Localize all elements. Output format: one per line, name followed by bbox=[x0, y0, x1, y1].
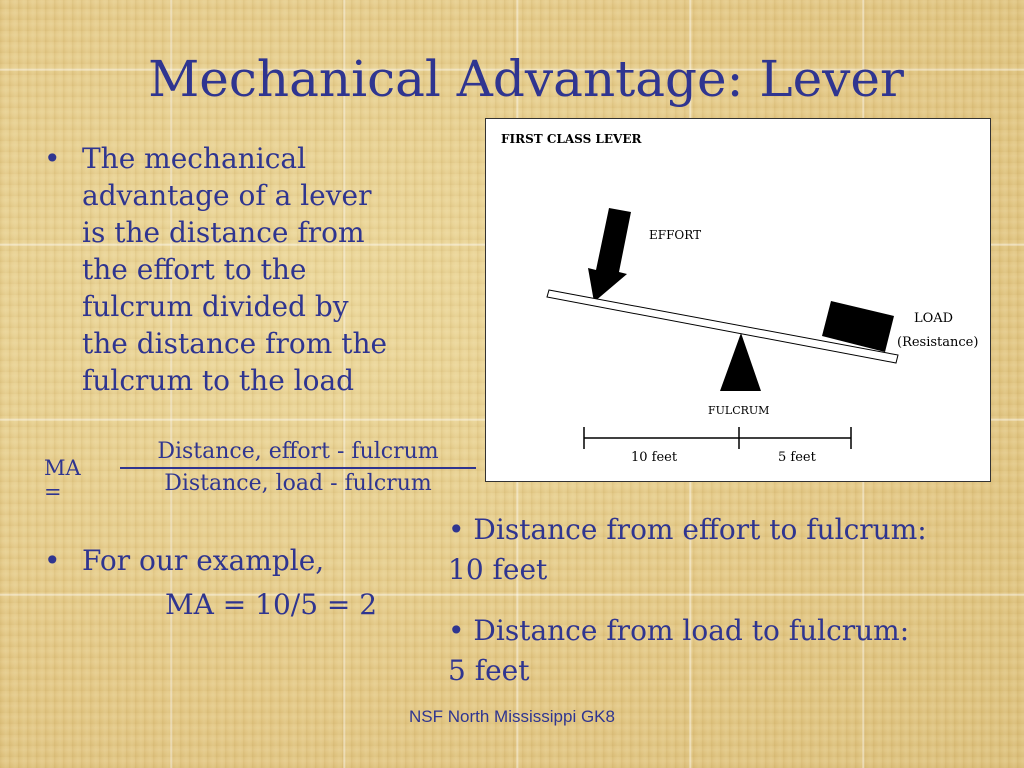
lever-diagram-svg bbox=[486, 119, 990, 481]
lever-diagram bbox=[485, 118, 991, 482]
example-result: MA = 10/5 = 2 bbox=[165, 588, 378, 621]
load-label: LOAD bbox=[914, 311, 954, 326]
distance-list bbox=[448, 510, 1018, 712]
slide-title: Mechanical Advantage: Lever bbox=[148, 50, 904, 108]
example-text: For our example, bbox=[82, 544, 325, 577]
formula-fraction bbox=[120, 438, 476, 498]
effort-distance-item: • Distance from effort to fulcrum: 10 feet bbox=[448, 513, 927, 586]
load-sub-label: (Resistance) bbox=[897, 335, 979, 350]
fulcrum-label: FULCRUM bbox=[708, 404, 770, 417]
footer-credit: NSF North Mississippi GK8 bbox=[409, 707, 615, 726]
example-bullet bbox=[44, 542, 464, 579]
effort-arrow bbox=[588, 208, 631, 302]
bullet-marker: • bbox=[44, 142, 61, 175]
diagram-heading: FIRST CLASS LEVER bbox=[501, 132, 642, 146]
bullet-marker: • bbox=[44, 544, 61, 577]
distance-left-label: 10 feet bbox=[631, 450, 678, 465]
distance-right-label: 5 feet bbox=[778, 450, 816, 465]
definition-bullet bbox=[44, 140, 464, 399]
formula-numerator: Distance, effort - fulcrum bbox=[157, 439, 439, 464]
definition-text: The mechanical advantage of a lever is the distance from the effort to the fulcrum divided by the distance from the fulcrum to the load bbox=[82, 142, 388, 397]
formula-denominator: Distance, load - fulcrum bbox=[164, 471, 432, 496]
formula-label: MA = bbox=[44, 456, 81, 504]
fulcrum-triangle bbox=[720, 333, 761, 391]
fraction-bar bbox=[120, 467, 476, 469]
load-distance-item: • Distance from load to fulcrum: 5 feet bbox=[448, 614, 910, 687]
effort-label: EFFORT bbox=[649, 228, 702, 242]
